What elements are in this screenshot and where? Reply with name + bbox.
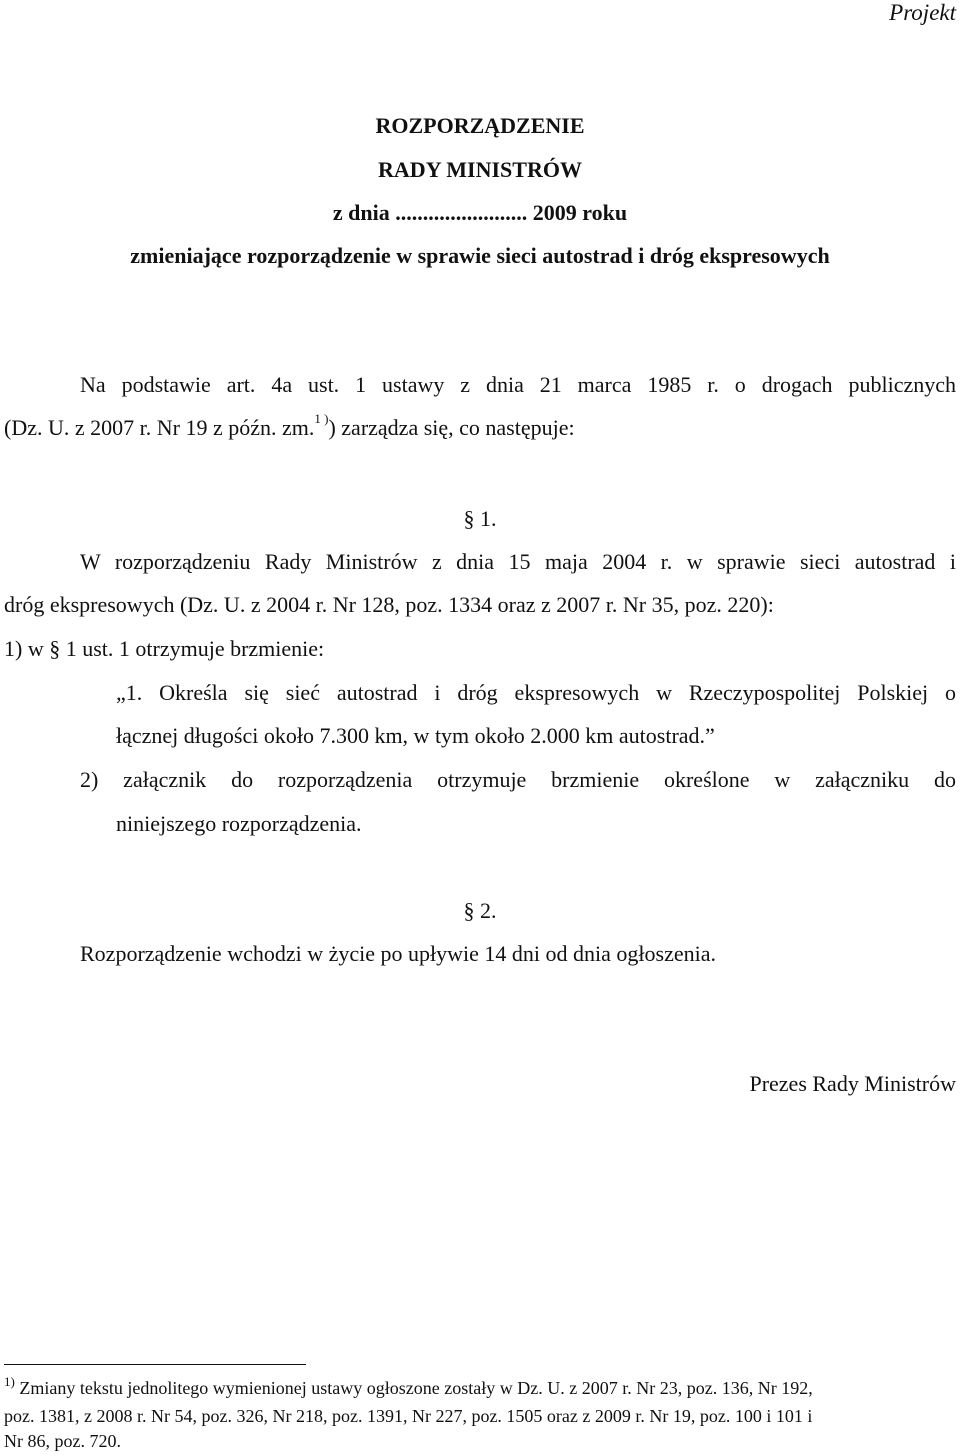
title-subject: zmieniające rozporządzenie w sprawie sieci autostrad i dróg ekspresowych: [130, 243, 830, 268]
quoted-provision-line-1: „1. Określa się sieć autostrad i dróg ekspresowych w Rzeczypospolitej Polskiej o: [116, 680, 956, 705]
section-2-heading: § 2.: [463, 898, 497, 923]
footnote-line-1: [4, 1374, 813, 1399]
title-date: z dnia ........................ 2009 roku: [332, 200, 628, 225]
footnote-line-3: Nr 86, poz. 720.: [4, 1431, 121, 1451]
section-2-text: Rozporządzenie wchodzi w życie po upływie 14 dni od dnia ogłoszenia.: [80, 941, 716, 966]
preamble-text-before: (Dz. U. z 2007 r. Nr 19 z późn. zm.: [4, 415, 315, 440]
section-1-intro-line-2: dróg ekspresowych (Dz. U. z 2004 r. Nr 128, poz. 1334 oraz z 2007 r. Nr 35, poz. 220):: [4, 592, 774, 617]
footnote-reference: 1 ): [314, 411, 329, 426]
draft-label: Projekt: [889, 0, 956, 25]
footnote-separator: [4, 1364, 306, 1365]
footnote-line-2: poz. 1381, z 2008 r. Nr 54, poz. 326, Nr 218, poz. 1391, Nr 227, poz. 1505 oraz z 2009 r. Nr 19, poz. 100 i 101 i: [4, 1406, 813, 1426]
section-1-intro-line-1: W rozporządzeniu Rady Ministrów z dnia 15 maja 2004 r. w sprawie sieci autostrad i: [80, 549, 956, 574]
quoted-provision-line-2: łącznej długości około 7.300 km, w tym około 2.000 km autostrad.”: [116, 723, 715, 748]
preamble-text-after: ) zarządza się, co następuje:: [328, 415, 575, 440]
point-1: 1) w § 1 ust. 1 otrzymuje brzmienie:: [4, 636, 325, 661]
point-2-line-1: 2) załącznik do rozporządzenia otrzymuje brzmienie określone w załączniku do: [80, 767, 956, 792]
footnote-marker: 1): [4, 1374, 15, 1389]
footnote-text-1: Zmiany tekstu jednolitego wymienionej ustawy ogłoszone zostały w Dz. U. z 2007 r. Nr 23, poz. 136, Nr 192,: [19, 1378, 813, 1398]
preamble-line-1: Na podstawie art. 4a ust. 1 ustawy z dnia 21 marca 1985 r. o drogach publicznych: [80, 372, 956, 397]
title-issuer: RADY MINISTRÓW: [378, 157, 582, 182]
signature-block: Prezes Rady Ministrów: [749, 1071, 956, 1096]
title-act-type: ROZPORZĄDZENIE: [375, 113, 585, 138]
section-1-heading: § 1.: [463, 506, 497, 531]
preamble-line-2: [4, 411, 575, 441]
point-2-line-2: niniejszego rozporządzenia.: [116, 811, 362, 836]
